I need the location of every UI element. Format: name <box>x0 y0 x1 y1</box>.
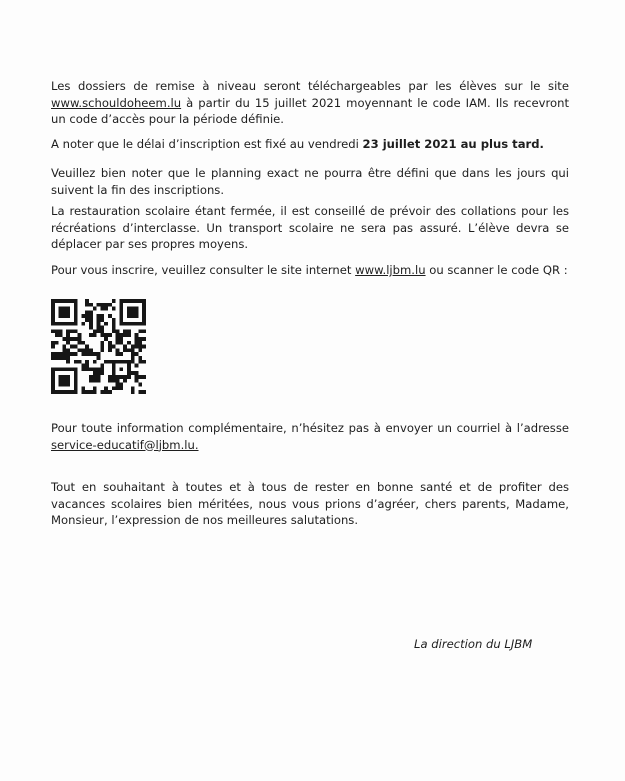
paragraph-register <box>51 262 569 279</box>
paragraph-planning <box>51 165 569 198</box>
p7-text: Tout en souhaitant à toutes et à tous de rester en bonne santé et de profiter des vacances scolaires bien méritées, nous vous prions d’agréer, chers parents, Madame, Monsieur, l’expression de nos meilleures salutations. <box>51 480 569 527</box>
p4-text: La restauration scolaire étant fermée, il est conseillé de prévoir des collations pour les récréations d’interclasse. Un transport scolaire ne sera pas assuré. L’élève devra se déplacer par ses propres moyens. <box>51 204 569 251</box>
p5-text-end: ou scanner le code QR : <box>429 263 568 277</box>
schouldoheem-link[interactable]: www.schouldoheem.lu <box>51 95 182 110</box>
paragraph-download-files <box>51 78 569 128</box>
p6-text: Pour toute information complémentaire, n’hésitez pas à envoyer un courriel à l’adresse <box>51 421 569 435</box>
signature: La direction du LJBM <box>414 637 533 651</box>
paragraph-closing <box>51 479 569 529</box>
p5-text-start: Pour vous inscrire, veuillez consulter le site internet <box>51 263 352 277</box>
p2-text: A noter que le délai d’inscription est fixé au vendredi <box>51 137 359 151</box>
p1-text-start: Les dossiers de remise à niveau seront téléchargeables par les élèves sur le site <box>51 79 569 93</box>
paragraph-catering-transport <box>51 203 569 253</box>
qr-code-icon[interactable] <box>51 299 146 394</box>
deadline-date: 23 juillet 2021 au plus tard. <box>362 137 544 151</box>
p3-text: Veuillez bien noter que le planning exact ne pourra être défini que dans les jours qui suivent la fin des inscriptions. <box>51 166 569 197</box>
p1-text-end: à partir du 15 juillet 2021 moyennant le code IAM. Ils recevront un code d’accès pour la période définie. <box>51 95 569 126</box>
service-educatif-email-link[interactable]: service-educatif@ljbm.lu. <box>51 437 199 452</box>
paragraph-registration-deadline <box>51 136 569 153</box>
paragraph-contact <box>51 420 569 453</box>
ljbm-link[interactable]: www.ljbm.lu <box>355 263 426 277</box>
